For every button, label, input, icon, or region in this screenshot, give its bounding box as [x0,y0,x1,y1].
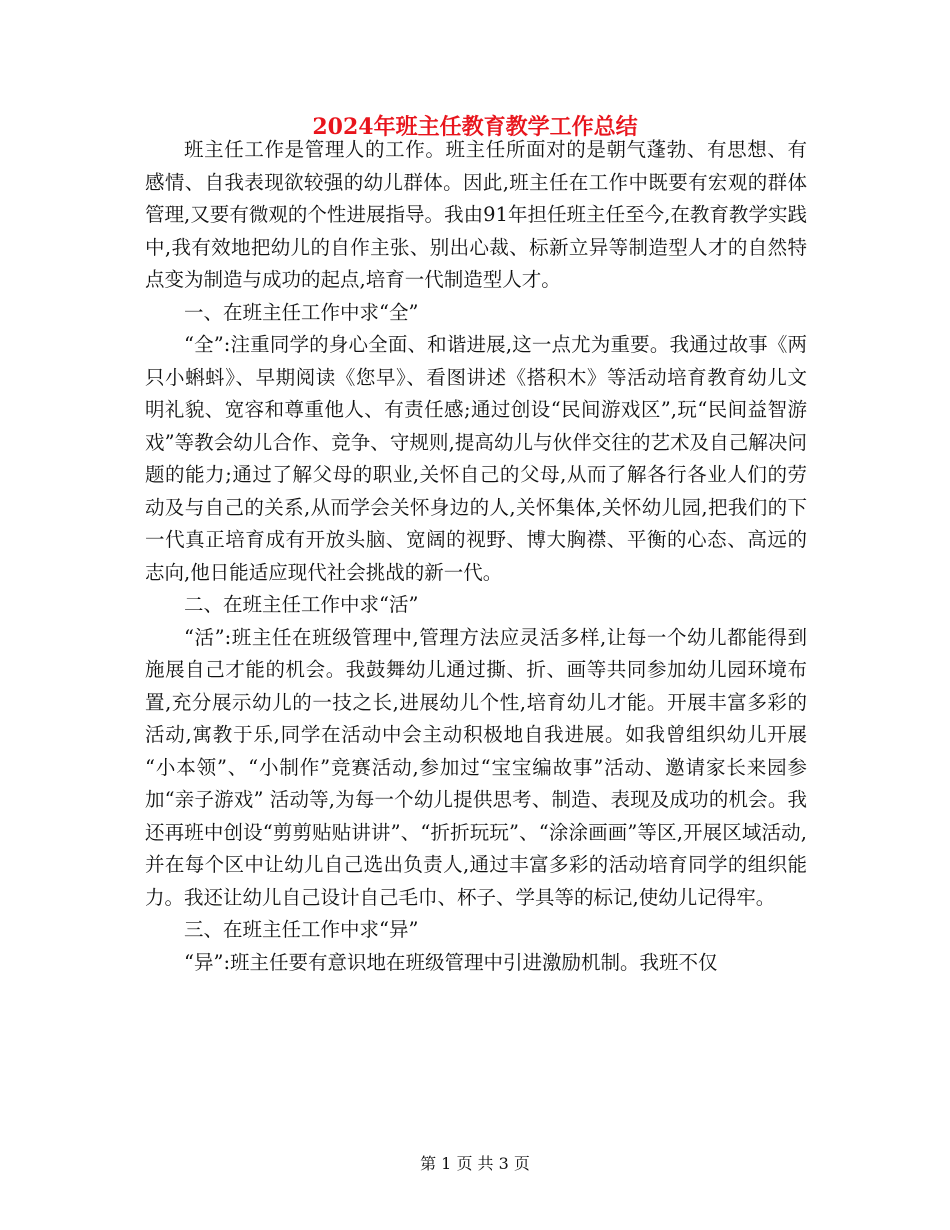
paragraph-intro: 班主任工作是管理人的工作。班主任所面对的是朝气蓬勃、有思想、有感情、自我表现欲较强的幼儿群体。因此,班主任在工作中既要有宏观的群体管理,又要有微观的个性进展指导。我由91年担任班主任至今,在教育教学实践中,我有效地把幼儿的自作主张、别出心裁、标新立异等制造型人才的自然特点变为制造与成功的起点,培育一代制造型人才。 [145,138,807,291]
document-body [145,134,807,979]
paragraph-section-1: “全”:注重同学的身心全面、和谐进展,这一点尤为重要。我通过故事《两只小蝌蚪》、早期阅读《您早》、看图讲述《搭积木》等活动培育教育幼儿文明礼貌、宽容和尊重他人、有责任感;通过创设“民间游戏区”,玩“民间益智游戏”等教会幼儿合作、竞争、守规则,提高幼儿与伙伴交往的艺术及自己解决问题的能力;通过了解父母的职业,关怀自己的父母,从而了解各行各业人们的劳动及与自己的关系,从而学会关怀身边的人,关怀集体,关怀幼儿园,把我们的下一代真正培育成有开放头脑、宽阔的视野、博大胸襟、平衡的心态、高远的志向,他日能适应现代社会挑战的新一代。 [145,333,807,584]
document-title: 2024年班主任教育教学工作总结 [312,114,638,140]
section-heading-1: 一、在班主任工作中求“全” [184,300,419,324]
section-heading-2: 二、在班主任工作中求“活” [184,593,419,616]
section-heading-3: 三、在班主任工作中求“异” [184,918,419,941]
paragraph-section-3: “异”:班主任要有意识地在班级管理中引进激励机制。我班不仅 [184,950,718,974]
page-footer: 第 1 页 共 3 页 [420,1154,530,1173]
paragraph-section-2: “活”:班主任在班级管理中,管理方法应灵活多样,让每一个幼儿都能得到施展自己才能的机会。我鼓舞幼儿通过撕、折、画等共同参加幼儿园环境布置,充分展示幼儿的一技之长,进展幼儿个性,培育幼儿才能。开展丰富多彩的活动,寓教于乐,同学在活动中会主动积极地自我进展。如我曾组织幼儿开展 “小本领”、“小制作”竞赛活动,参加过“宝宝编故事”活动、邀请家长来园参加“亲子游戏” 活动等,为每一个幼儿提供思考、制造、表现及成功的机会。我还再班中创设“剪剪贴贴讲讲”、“折折玩玩”、“涂涂画画”等区,开展区域活动,并在每个区中让幼儿自己选出负责人,通过丰富多彩的活动培育同学的组织能力。我还让幼儿自己设计自己毛巾、杯子、学具等的标记,使幼儿记得牢。 [145,625,807,909]
